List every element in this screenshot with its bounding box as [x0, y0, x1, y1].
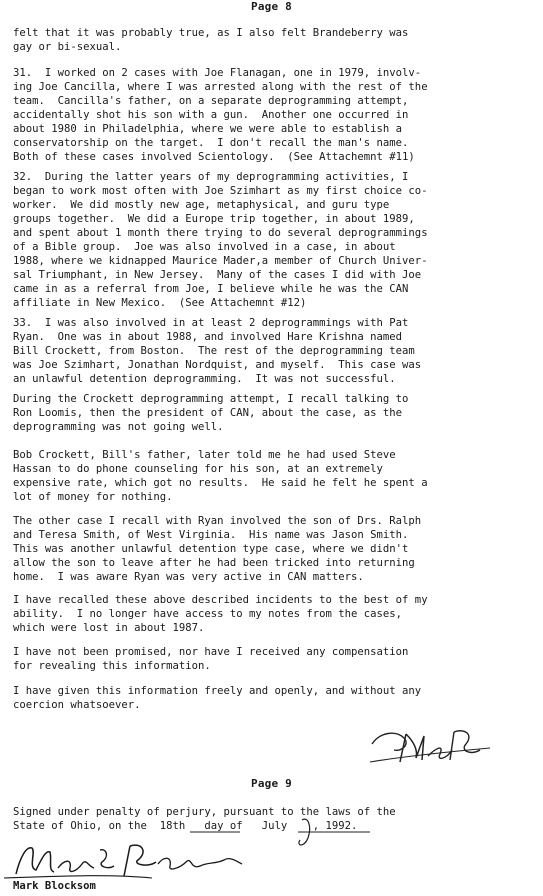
paragraph-crockett-attempt: During the Crockett deprogramming attempt, I recall talking to Ron Loomis, then the president of CAN, about the case, as the deprogramming was not going well. — [13, 393, 409, 433]
page-number-9: Page 9 — [251, 777, 292, 790]
paragraph-31: 31. I worked on 2 cases with Joe Flanagan, one in 1979, involv- ing Joe Cancilla, where I was arrested along with the rest of the team. Cancilla's father, on a separate deprogramming attempt, accidentally shot his son with a gun. Another one occurred in about 1980 in Philadelphia, where we were able to establish a conservatorship on the target. I don't recall the man's name. Both of these cases involved Scientology. (See Attachemnt #11) — [13, 67, 428, 163]
signature-statement-line2: State of Ohio, on the 18th day of July , 1992. — [13, 820, 358, 832]
paragraph-steve-hassan: Bob Crockett, Bill's father, later told me he had used Steve Hassan to do phone counseling for his son, at an extremely expensive rate, which got no results. He said he felt he spent a lot of money for nothing. — [13, 449, 428, 503]
paragraph-continuation: felt that it was probably true, as I also felt Brandeberry was gay or bi-sexual. — [13, 27, 409, 53]
signature-statement-line1: Signed under penalty of perjury, pursuant to the laws of the — [13, 806, 396, 818]
paragraph-recall: I have recalled these above described incidents to the best of my ability. I no longer have access to my notes from the cases, which were lost in about 1987. — [13, 594, 428, 634]
paragraph-33: 33. I was also involved in at least 2 deprogrammings with Pat Ryan. One was in about 1988, and involved Hare Krishna named Bill Crockett, from Boston. The rest of the deprogramming team was Joe Szimhart, Jonathan Nordquist, and myself. This case was an unlawful detention deprogramming. It was not successful. — [13, 317, 422, 385]
initials-signature — [366, 722, 496, 768]
paragraph-32: 32. During the latter years of my deprogramming activities, I began to work most often with Joe Szimhart as my first choice co- worker. We did mostly new age, metaphysical, and guru type groups together. We did a Europe trip together, in about 1989, and spent about 1 month there trying to do several deprogrammings of a Bible group. Joe was also involved in a case, in about 1988, where we kidnapped Maurice Mader,a member of Church Univer- sal Triumphant, in New Jersey. Many of the cases I did with Joe came in as a referral from Joe, I believe while he was the CAN affiliate in New Mexico. (See Attachemnt #12) — [13, 171, 428, 309]
paragraph-freely: I have given this information freely and openly, and without any coercion whatsoever. — [13, 685, 422, 711]
signer-name: Mark Blocksom — [13, 880, 96, 892]
page-number-8: Page 8 — [251, 0, 292, 13]
paragraph-smith-case: The other case I recall with Ryan involved the son of Drs. Ralph and Teresa Smith, of West Virginia. His name was Jason Smith. This was another unlawful detention type case, where we didn't allow the son to leave after he had been tricked into returning home. I was aware Ryan was very active in CAN matters. — [13, 515, 422, 583]
paragraph-compensation: I have not been promised, nor have I received any compensation for revealing this information. — [13, 646, 409, 672]
